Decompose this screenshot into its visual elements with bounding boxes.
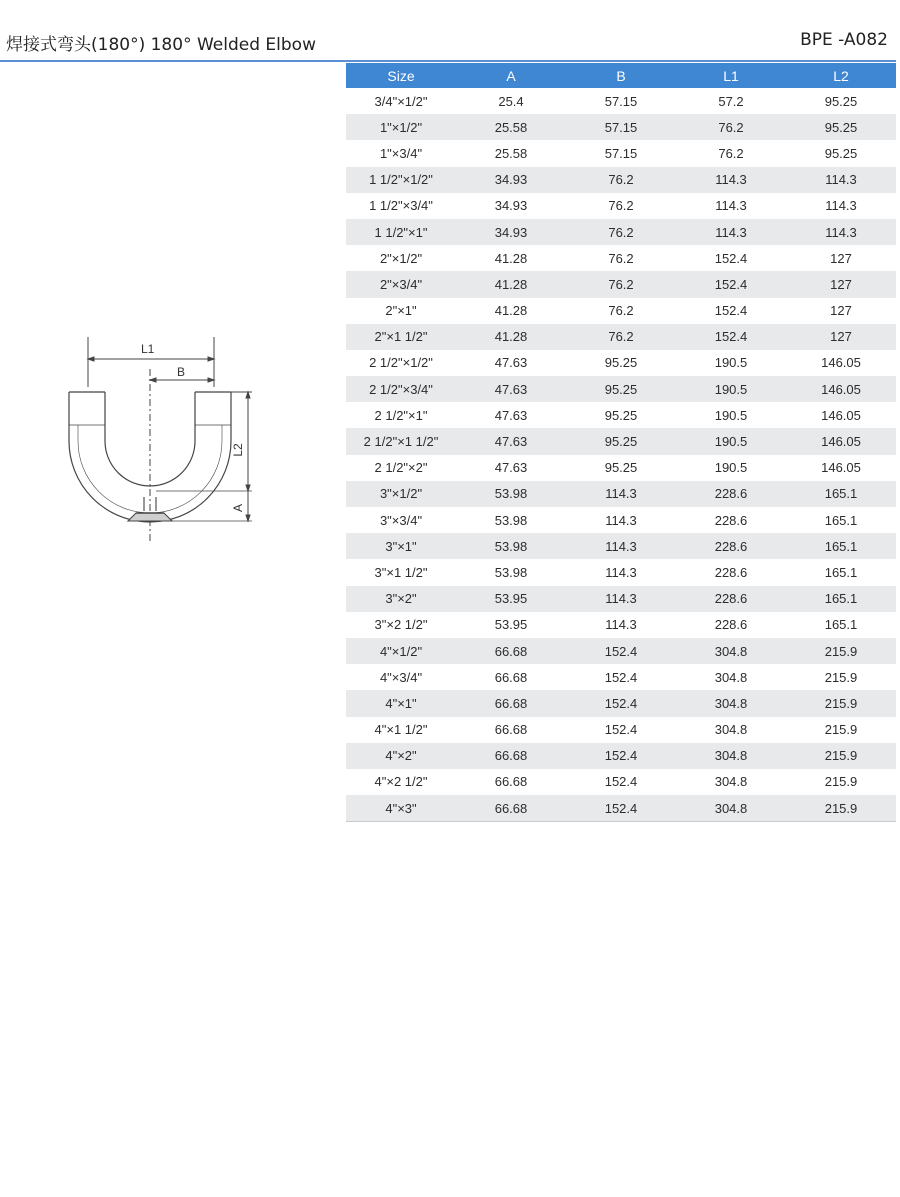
table-body — [346, 88, 896, 822]
cell-l2: 146.05 — [786, 455, 896, 481]
cell-l2: 114.3 — [786, 167, 896, 193]
cell-l2: 114.3 — [786, 219, 896, 245]
cell-size: 3"×1 1/2" — [346, 559, 456, 585]
cell-size: 4"×3" — [346, 795, 456, 822]
cell-b: 152.4 — [566, 717, 676, 743]
cell-l1: 152.4 — [676, 271, 786, 297]
table-row — [346, 612, 896, 638]
cell-l2: 215.9 — [786, 795, 896, 822]
cell-b: 152.4 — [566, 743, 676, 769]
cell-l1: 304.8 — [676, 664, 786, 690]
cell-l1: 190.5 — [676, 402, 786, 428]
cell-l1: 304.8 — [676, 638, 786, 664]
port-ferrule — [128, 513, 172, 521]
b-label: B — [177, 365, 186, 379]
cell-b: 114.3 — [566, 586, 676, 612]
cell-a: 41.28 — [456, 324, 566, 350]
table-row — [346, 88, 896, 114]
cell-a: 66.68 — [456, 717, 566, 743]
cell-a: 66.68 — [456, 638, 566, 664]
cell-a: 25.58 — [456, 114, 566, 140]
cell-a: 47.63 — [456, 350, 566, 376]
l1-arrow-left — [88, 357, 94, 361]
cell-b: 76.2 — [566, 167, 676, 193]
header-divider — [0, 60, 896, 62]
table-row — [346, 481, 896, 507]
table-row — [346, 769, 896, 795]
cell-l2: 95.25 — [786, 114, 896, 140]
cell-size: 3"×2 1/2" — [346, 612, 456, 638]
cell-l1: 228.6 — [676, 559, 786, 585]
cell-size: 4"×1" — [346, 690, 456, 716]
l2-label: L2 — [231, 443, 245, 457]
cell-l1: 304.8 — [676, 795, 786, 822]
cell-b: 57.15 — [566, 88, 676, 114]
cell-size: 4"×1/2" — [346, 638, 456, 664]
table-row — [346, 455, 896, 481]
cell-l1: 228.6 — [676, 533, 786, 559]
cell-l1: 304.8 — [676, 717, 786, 743]
table-row — [346, 219, 896, 245]
cell-size: 4"×1 1/2" — [346, 717, 456, 743]
cell-a: 41.28 — [456, 271, 566, 297]
cell-b: 95.25 — [566, 350, 676, 376]
cell-size: 1 1/2"×1" — [346, 219, 456, 245]
table-row — [346, 350, 896, 376]
cell-l2: 146.05 — [786, 350, 896, 376]
header-b: B — [566, 63, 676, 88]
cell-b: 95.25 — [566, 455, 676, 481]
cell-a: 66.68 — [456, 743, 566, 769]
cell-b: 57.15 — [566, 114, 676, 140]
cell-a: 47.63 — [456, 402, 566, 428]
cell-size: 2 1/2"×1/2" — [346, 350, 456, 376]
table-row — [346, 717, 896, 743]
cell-a: 53.98 — [456, 533, 566, 559]
header-l2: L2 — [786, 63, 896, 88]
a-arrow-bottom — [246, 515, 250, 521]
cell-b: 76.2 — [566, 219, 676, 245]
table-row — [346, 690, 896, 716]
cell-l1: 76.2 — [676, 140, 786, 166]
cell-l2: 165.1 — [786, 612, 896, 638]
cell-size: 3"×2" — [346, 586, 456, 612]
l2-arrow-top — [246, 392, 250, 398]
cell-l1: 190.5 — [676, 376, 786, 402]
b-arrow-left — [150, 378, 156, 382]
cell-a: 53.98 — [456, 507, 566, 533]
page-title: 焊接式弯头(180°) 180° Welded Elbow — [6, 35, 316, 55]
cell-b: 114.3 — [566, 507, 676, 533]
cell-b: 152.4 — [566, 690, 676, 716]
header-a: A — [456, 63, 566, 88]
cell-l1: 304.8 — [676, 743, 786, 769]
cell-a: 25.58 — [456, 140, 566, 166]
cell-a: 47.63 — [456, 455, 566, 481]
cell-a: 53.98 — [456, 481, 566, 507]
cell-l2: 165.1 — [786, 533, 896, 559]
elbow-outer-wall — [69, 392, 231, 522]
cell-b: 95.25 — [566, 402, 676, 428]
cell-b: 114.3 — [566, 481, 676, 507]
table-row — [346, 193, 896, 219]
cell-b: 95.25 — [566, 428, 676, 454]
elbow-diagram — [56, 335, 268, 550]
cell-l2: 127 — [786, 271, 896, 297]
cell-a: 66.68 — [456, 795, 566, 822]
cell-size: 2 1/2"×3/4" — [346, 376, 456, 402]
table-row — [346, 376, 896, 402]
cell-l1: 304.8 — [676, 769, 786, 795]
cell-b: 95.25 — [566, 376, 676, 402]
cell-size: 2 1/2"×1" — [346, 402, 456, 428]
cell-size: 1"×3/4" — [346, 140, 456, 166]
table-row — [346, 324, 896, 350]
cell-b: 152.4 — [566, 795, 676, 822]
cell-l1: 228.6 — [676, 507, 786, 533]
cell-a: 41.28 — [456, 298, 566, 324]
cell-l1: 190.5 — [676, 455, 786, 481]
table-row — [346, 559, 896, 585]
table-row — [346, 743, 896, 769]
cell-b: 152.4 — [566, 638, 676, 664]
cell-l2: 114.3 — [786, 193, 896, 219]
cell-a: 25.4 — [456, 88, 566, 114]
cell-l2: 95.25 — [786, 88, 896, 114]
cell-a: 66.68 — [456, 769, 566, 795]
cell-l2: 127 — [786, 298, 896, 324]
cell-size: 1 1/2"×3/4" — [346, 193, 456, 219]
cell-l2: 215.9 — [786, 664, 896, 690]
cell-size: 3"×1/2" — [346, 481, 456, 507]
cell-a: 47.63 — [456, 428, 566, 454]
cell-size: 2 1/2"×1 1/2" — [346, 428, 456, 454]
l1-label: L1 — [141, 342, 155, 356]
cell-l2: 127 — [786, 245, 896, 271]
cell-l2: 127 — [786, 324, 896, 350]
cell-l1: 114.3 — [676, 167, 786, 193]
cell-l1: 228.6 — [676, 481, 786, 507]
cell-l1: 190.5 — [676, 428, 786, 454]
cell-b: 152.4 — [566, 664, 676, 690]
header-size: Size — [346, 63, 456, 88]
cell-l2: 165.1 — [786, 586, 896, 612]
table-row — [346, 245, 896, 271]
cell-l1: 152.4 — [676, 324, 786, 350]
table-row — [346, 586, 896, 612]
cell-b: 152.4 — [566, 769, 676, 795]
cell-size: 2"×1/2" — [346, 245, 456, 271]
dimension-table — [346, 63, 896, 822]
cell-size: 2"×3/4" — [346, 271, 456, 297]
table-row — [346, 664, 896, 690]
cell-b: 76.2 — [566, 324, 676, 350]
cell-size: 3"×1" — [346, 533, 456, 559]
cell-l2: 215.9 — [786, 717, 896, 743]
cell-l2: 215.9 — [786, 690, 896, 716]
cell-l2: 165.1 — [786, 559, 896, 585]
cell-l1: 228.6 — [676, 586, 786, 612]
product-code: BPE -A082 — [800, 30, 888, 50]
table-row — [346, 638, 896, 664]
cell-b: 57.15 — [566, 140, 676, 166]
cell-a: 47.63 — [456, 376, 566, 402]
table-row — [346, 795, 896, 822]
a-label: A — [231, 503, 245, 513]
l1-arrow-right — [208, 357, 214, 361]
cell-l2: 165.1 — [786, 507, 896, 533]
cell-a: 34.93 — [456, 219, 566, 245]
table-row — [346, 140, 896, 166]
cell-l2: 215.9 — [786, 769, 896, 795]
table-header-row — [346, 63, 896, 88]
cell-l1: 76.2 — [676, 114, 786, 140]
cell-size: 4"×2" — [346, 743, 456, 769]
table-row — [346, 167, 896, 193]
cell-b: 76.2 — [566, 193, 676, 219]
cell-l2: 165.1 — [786, 481, 896, 507]
cell-size: 2"×1" — [346, 298, 456, 324]
cell-a: 34.93 — [456, 193, 566, 219]
cell-l2: 146.05 — [786, 402, 896, 428]
cell-a: 34.93 — [456, 167, 566, 193]
cell-b: 114.3 — [566, 612, 676, 638]
table-row — [346, 428, 896, 454]
table-row — [346, 507, 896, 533]
cell-l2: 215.9 — [786, 638, 896, 664]
l2-arrow-bottom — [246, 485, 250, 491]
cell-size: 3/4"×1/2" — [346, 88, 456, 114]
cell-size: 2"×1 1/2" — [346, 324, 456, 350]
cell-l1: 114.3 — [676, 219, 786, 245]
cell-l2: 95.25 — [786, 140, 896, 166]
cell-l1: 228.6 — [676, 612, 786, 638]
cell-a: 53.98 — [456, 559, 566, 585]
cell-b: 114.3 — [566, 533, 676, 559]
cell-l2: 215.9 — [786, 743, 896, 769]
cell-size: 3"×3/4" — [346, 507, 456, 533]
cell-b: 76.2 — [566, 245, 676, 271]
cell-size: 4"×3/4" — [346, 664, 456, 690]
cell-a: 66.68 — [456, 690, 566, 716]
table-row — [346, 114, 896, 140]
cell-b: 114.3 — [566, 559, 676, 585]
table-row — [346, 533, 896, 559]
cell-size: 1 1/2"×1/2" — [346, 167, 456, 193]
cell-a: 53.95 — [456, 586, 566, 612]
header-l1: L1 — [676, 63, 786, 88]
cell-l1: 190.5 — [676, 350, 786, 376]
cell-l2: 146.05 — [786, 376, 896, 402]
cell-b: 76.2 — [566, 271, 676, 297]
cell-l1: 304.8 — [676, 690, 786, 716]
cell-size: 2 1/2"×2" — [346, 455, 456, 481]
cell-l1: 152.4 — [676, 298, 786, 324]
cell-a: 53.95 — [456, 612, 566, 638]
table-row — [346, 271, 896, 297]
b-arrow-right — [208, 378, 214, 382]
cell-l1: 114.3 — [676, 193, 786, 219]
table-row — [346, 298, 896, 324]
cell-a: 41.28 — [456, 245, 566, 271]
cell-b: 76.2 — [566, 298, 676, 324]
cell-l2: 146.05 — [786, 428, 896, 454]
cell-a: 66.68 — [456, 664, 566, 690]
cell-size: 1"×1/2" — [346, 114, 456, 140]
cell-l1: 152.4 — [676, 245, 786, 271]
cell-l1: 57.2 — [676, 88, 786, 114]
table-row — [346, 402, 896, 428]
cell-size: 4"×2 1/2" — [346, 769, 456, 795]
